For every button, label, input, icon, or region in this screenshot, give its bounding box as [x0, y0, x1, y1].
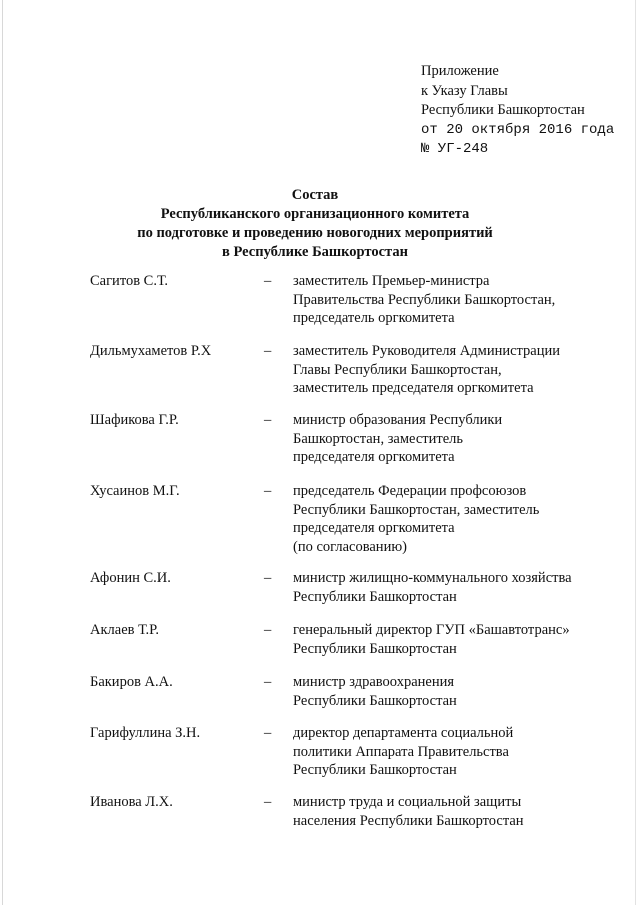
role-line: директор департамента социальной: [293, 725, 514, 741]
member-name: Бакиров А.А.: [90, 674, 173, 690]
dash-separator: –: [264, 674, 272, 690]
role-line: Республики Башкортостан: [293, 762, 457, 778]
member-role: [293, 724, 603, 780]
member-name: Гарифуллина З.Н.: [90, 725, 201, 741]
member-role: [293, 793, 603, 830]
role-line: председатель оргкомитета: [293, 310, 455, 326]
role-line: министр образования Республики: [293, 412, 503, 428]
appendix-line: к Указу Главы: [421, 82, 508, 99]
member-role: [293, 342, 603, 398]
member-role: [293, 621, 603, 658]
member-name: Аклаев Т.Р.: [90, 622, 160, 638]
dash-separator: –: [264, 412, 272, 428]
role-line: политики Аппарата Правительства: [293, 743, 509, 760]
role-line: Башкортостан, заместитель: [293, 430, 463, 447]
role-line: Республики Башкортостан: [293, 588, 457, 605]
member-name: Хусаинов М.Г.: [90, 483, 180, 499]
scan-edge-right: [635, 0, 636, 905]
title-line: по подготовке и проведению новогодних мероприятий: [137, 225, 493, 241]
appendix-line: Приложение: [421, 63, 499, 79]
member-role: [293, 482, 603, 556]
role-line: Республики Башкортостан: [293, 640, 457, 657]
member-name: Сагитов С.Т.: [90, 273, 169, 289]
title-line: Республиканского организационного комитета: [160, 206, 470, 222]
dash-separator: –: [264, 343, 272, 359]
dash-separator: –: [264, 273, 272, 289]
appendix-date: от 20 октября 2016 года: [421, 121, 615, 138]
dash-separator: –: [264, 725, 272, 741]
role-line: председатель Федерации профсоюзов: [293, 483, 527, 499]
member-role: [293, 569, 603, 606]
role-line: заместитель Руководителя Администрации: [293, 343, 561, 359]
role-line: министр здравоохранения: [293, 674, 455, 690]
role-line: (по согласованию): [293, 538, 407, 555]
role-line: министр жилищно-коммунального хозяйства: [293, 570, 572, 586]
role-line: заместитель председателя оргкомитета: [293, 380, 534, 396]
member-name: Иванова Л.Х.: [90, 794, 173, 810]
role-line: Главы Республики Башкортостан,: [293, 361, 502, 378]
dash-separator: –: [264, 794, 272, 810]
scan-edge-left: [2, 0, 3, 905]
role-line: председателя оргкомитета: [293, 449, 455, 465]
member-name: Шафикова Г.Р.: [90, 412, 179, 428]
role-line: заместитель Премьер-министра: [293, 273, 490, 289]
role-line: генеральный директор ГУП «Башавтотранс»: [293, 622, 570, 638]
dash-separator: –: [264, 622, 272, 638]
member-role: [293, 411, 603, 467]
title-line: Состав: [291, 187, 339, 203]
member-role: [293, 272, 603, 328]
role-line: Республики Башкортостан: [293, 692, 457, 709]
role-line: председателя оргкомитета: [293, 520, 455, 536]
title-line: в Республике Башкортостан: [222, 244, 408, 260]
role-line: Республики Башкортостан, заместитель: [293, 501, 540, 518]
appendix-line: Республики Башкортостан: [421, 102, 585, 118]
role-line: министр труда и социальной защиты: [293, 794, 522, 810]
appendix-number: № УГ-248: [421, 141, 489, 157]
document-title: [100, 186, 530, 262]
member-role: [293, 673, 603, 710]
member-name: Дильмухаметов Р.Х: [90, 343, 212, 359]
role-line: населения Республики Башкортостан: [293, 812, 524, 829]
role-line: Правительства Республики Башкортостан,: [293, 291, 556, 308]
member-name: Афонин С.И.: [90, 570, 171, 586]
dash-separator: –: [264, 483, 272, 499]
dash-separator: –: [264, 570, 272, 586]
appendix-block: [421, 62, 614, 160]
